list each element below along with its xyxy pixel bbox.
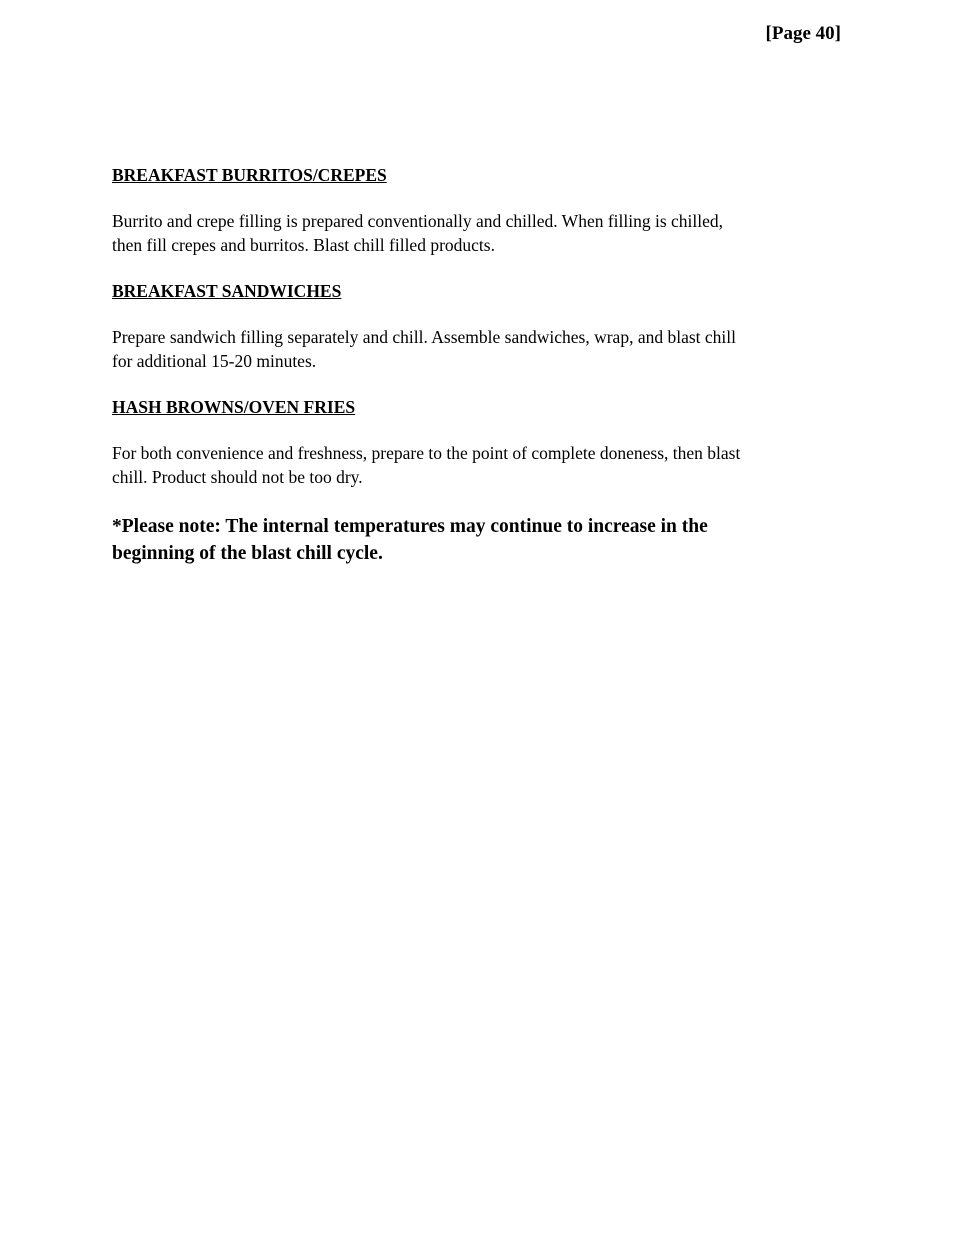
document-body bbox=[112, 163, 847, 567]
section-breakfast-burritos-crepes bbox=[112, 163, 847, 257]
section-heading: BREAKFAST SANDWICHES bbox=[112, 281, 342, 301]
section-heading: BREAKFAST BURRITOS/CREPES bbox=[112, 165, 387, 185]
section-body: For both convenience and freshness, prepare to the point of complete doneness, then blast chill. Product should not be too dry. bbox=[112, 443, 741, 487]
section-breakfast-sandwiches bbox=[112, 279, 847, 373]
note-text: *Please note: The internal temperatures may continue to increase in the beginning of the blast chill cycle. bbox=[112, 516, 708, 564]
section-heading: HASH BROWNS/OVEN FRIES bbox=[112, 397, 356, 417]
page-number: [Page 40] bbox=[765, 23, 841, 44]
section-hash-browns-oven-fries bbox=[112, 395, 847, 489]
section-body: Burrito and crepe filling is prepared conventionally and chilled. When filling is chilled, then fill crepes and burritos. Blast chill filled products. bbox=[112, 211, 724, 255]
section-body: Prepare sandwich filling separately and chill. Assemble sandwiches, wrap, and blast chill for additional 15-20 minutes. bbox=[112, 327, 736, 371]
